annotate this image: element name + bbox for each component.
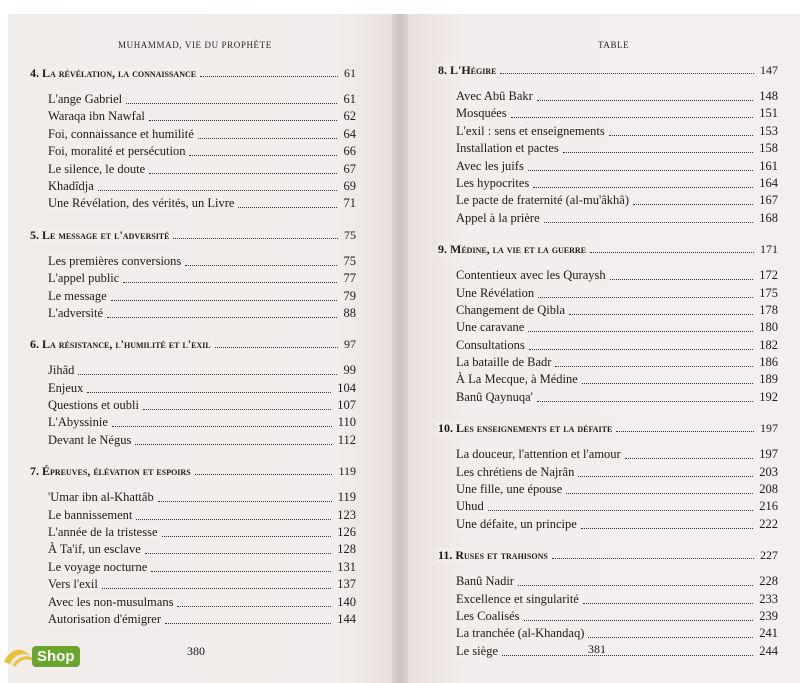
entry-title: Les hypocrites: [456, 175, 530, 190]
entry-title: Le message: [48, 288, 107, 303]
chapter-gap: [30, 323, 356, 337]
entry-page-number: 197: [759, 447, 778, 462]
entry-page-number: 180: [759, 320, 778, 335]
entry-title: Consultations: [456, 337, 525, 352]
entry-page-number: 192: [759, 389, 778, 404]
dot-leader: [566, 492, 753, 494]
entry-title: Le bannissement: [48, 507, 133, 522]
dot-leader: [518, 584, 753, 586]
entry-page-number: 161: [759, 158, 778, 173]
chapter-number: 6.: [30, 337, 39, 352]
entry-title: Avec les juifs: [456, 158, 524, 173]
dot-leader: [569, 313, 753, 315]
toc-entry: [438, 372, 778, 389]
toc-entry: [30, 433, 356, 450]
dot-leader: [173, 237, 338, 239]
entry-page-number: 107: [337, 398, 356, 413]
chapter-number: 10.: [438, 421, 453, 436]
dot-leader: [552, 557, 754, 559]
entry-title: L'année de la tristesse: [48, 525, 158, 540]
chapter-row: [30, 464, 356, 486]
toc-entry: [30, 381, 356, 398]
entry-title: L'ange Gabriel: [48, 92, 123, 106]
toc-entry: [438, 644, 778, 661]
toc-entry: [438, 482, 778, 499]
chapter-number: 7.: [30, 464, 39, 479]
entry-title: 'Umar ibn al-Khattâb: [48, 490, 154, 505]
dot-leader: [162, 535, 331, 537]
entry-page-number: 126: [337, 525, 356, 540]
toc-entry: [30, 179, 356, 196]
entry-title: Changement de Qibla: [456, 302, 565, 317]
toc-entry: [438, 447, 778, 464]
toc-entry: [30, 595, 356, 612]
dot-leader: [502, 654, 753, 656]
chapter-number: 8.: [438, 63, 447, 77]
chapter-row: [438, 242, 778, 264]
entry-page-number: 239: [759, 608, 778, 623]
chapter-title: La révélation, la connaissance: [42, 66, 197, 80]
entry-title: Le pacte de fraternité (al-mu'âkhâ): [456, 193, 629, 208]
toc-entry: [438, 626, 778, 643]
dot-leader: [185, 264, 337, 266]
chapter-number: 4.: [30, 66, 39, 80]
entry-title: Enjeux: [48, 380, 84, 395]
chapter-page-number: 227: [760, 548, 778, 563]
toc-entry: [438, 106, 778, 123]
entry-title: La tranchée (al-Khandaq): [456, 626, 585, 641]
entry-page-number: 131: [337, 559, 356, 574]
entry-title: Les Coalisés: [456, 608, 520, 623]
toc-left: [30, 66, 356, 629]
toc-entry: [30, 289, 356, 306]
chapter-gap: [438, 534, 778, 548]
dot-leader: [555, 365, 753, 367]
chapter-number: 9.: [438, 242, 447, 257]
dot-leader: [609, 134, 753, 136]
dot-leader: [177, 605, 331, 607]
entry-title: L'appel public: [48, 271, 120, 286]
dot-leader: [583, 602, 753, 604]
chapter-row: [438, 548, 778, 570]
toc-entry: [438, 320, 778, 337]
entry-page-number: 67: [343, 161, 356, 176]
folio-left: 380: [187, 644, 205, 658]
chapter-row: [30, 337, 356, 359]
entry-title: Autorisation d'émigrer: [48, 611, 161, 626]
chapter-gap: [438, 228, 778, 242]
toc-entry: [30, 542, 356, 559]
dot-leader: [145, 552, 331, 554]
dot-leader: [533, 186, 753, 188]
entry-page-number: 216: [759, 499, 778, 514]
entry-title: À Ta'if, un esclave: [48, 542, 141, 557]
dot-leader: [524, 619, 753, 621]
toc-entry: [30, 127, 356, 144]
chapter-page-number: 171: [760, 242, 778, 257]
running-head-right: TABLE: [598, 40, 630, 50]
dot-leader: [488, 509, 753, 511]
entry-title: Contentieux avec les Quraysh: [456, 268, 606, 283]
toc-entry: [438, 338, 778, 355]
entry-page-number: 79: [343, 288, 356, 303]
entry-title: Foi, connaissance et humilité: [48, 126, 194, 141]
dot-leader: [578, 475, 753, 477]
toc-entry: [30, 196, 356, 213]
toc-entry: [438, 517, 778, 534]
entry-page-number: 123: [337, 507, 356, 522]
entry-title: Mosquées: [456, 106, 507, 121]
entry-page-number: 178: [759, 302, 778, 317]
entry-page-number: 75: [343, 253, 356, 268]
entry-page-number: 66: [343, 144, 356, 159]
dot-leader: [528, 169, 753, 171]
toc-entry: [30, 525, 356, 542]
toc-entry: [438, 592, 778, 609]
dot-leader: [165, 622, 331, 624]
dot-leader: [537, 400, 753, 402]
dot-leader: [135, 443, 332, 445]
entry-page-number: 128: [337, 542, 356, 557]
dot-leader: [511, 116, 753, 118]
entry-title: Une fille, une épouse: [456, 482, 563, 497]
dot-leader: [200, 75, 338, 77]
entry-page-number: 69: [343, 178, 356, 193]
dot-leader: [538, 296, 753, 298]
entry-title: Les chrétiens de Najrân: [456, 464, 575, 479]
entry-page-number: 151: [759, 106, 778, 121]
chapter-number: 11.: [438, 548, 453, 563]
dot-leader: [537, 99, 753, 101]
entry-title: Le silence, le doute: [48, 161, 146, 176]
chapter-gap: [30, 214, 356, 228]
dot-leader: [78, 373, 337, 375]
dot-leader: [529, 348, 753, 350]
dot-leader: [112, 425, 332, 427]
chapter-title: Médine, la vie et la guerre: [450, 242, 587, 257]
entry-page-number: 172: [759, 268, 778, 283]
toc-entry: [30, 508, 356, 525]
dot-leader: [195, 473, 332, 475]
dot-leader: [149, 119, 337, 121]
folio-right: 381: [588, 642, 606, 656]
dot-leader: [111, 299, 337, 301]
toc-entry: [30, 612, 356, 629]
dot-leader: [123, 281, 337, 283]
chapter-page-number: 61: [344, 66, 356, 80]
entry-page-number: 140: [337, 594, 356, 609]
entry-page-number: 153: [759, 123, 778, 138]
chapter-row: [30, 66, 356, 88]
toc-entry: [30, 363, 356, 380]
dot-leader: [610, 278, 753, 280]
entry-title: Une défaite, un principe: [456, 516, 577, 531]
chapter-heading: [30, 228, 171, 243]
entry-page-number: 182: [759, 337, 778, 352]
dot-leader: [590, 251, 754, 253]
chapter-page-number: 197: [760, 421, 778, 436]
entry-page-number: 62: [343, 109, 356, 124]
dot-leader: [633, 203, 753, 205]
chapter-page-number: 75: [344, 227, 356, 242]
chapter-heading: [438, 421, 614, 436]
entry-title: Une Révélation: [456, 285, 535, 300]
entry-page-number: 71: [343, 196, 356, 211]
entry-title: Une caravane: [456, 320, 525, 335]
entry-title: La douceur, l'attention et l'amour: [456, 447, 621, 462]
entry-title: Questions et oubli: [48, 398, 139, 413]
chapter-gap: [438, 407, 778, 421]
entry-page-number: 186: [759, 355, 778, 370]
chapter-heading: [30, 337, 213, 352]
toc-entry: [30, 162, 356, 179]
chapter-heading: [30, 464, 193, 479]
toc-entry: [438, 141, 778, 158]
dot-leader: [102, 587, 331, 589]
entry-title: Banû Nadir: [456, 574, 514, 589]
entry-page-number: 112: [337, 432, 356, 447]
entry-page-number: 168: [759, 210, 778, 225]
dot-leader: [98, 189, 337, 191]
book-gutter: [392, 14, 408, 683]
entry-title: L'exil : sens et enseignements: [456, 123, 605, 138]
toc-entry: [438, 465, 778, 482]
dot-leader: [149, 172, 337, 174]
chapter-row: [30, 228, 356, 250]
chapter-number: 5.: [30, 227, 39, 242]
dot-leader: [588, 636, 753, 638]
chapter-row: [438, 63, 778, 85]
entry-page-number: 137: [337, 577, 356, 592]
entry-page-number: 99: [343, 363, 356, 378]
toc-entry: [30, 415, 356, 432]
toc-entry: [438, 159, 778, 176]
entry-page-number: 148: [759, 89, 778, 103]
dot-leader: [582, 382, 753, 384]
dot-leader: [151, 570, 331, 572]
toc-entry: [30, 306, 356, 323]
entry-page-number: 244: [759, 643, 778, 658]
toc-entry: [438, 303, 778, 320]
chapter-title: La résistance, l'humilité et l'exil: [42, 337, 211, 352]
entry-page-number: 241: [759, 626, 778, 641]
entry-title: Excellence et singularité: [456, 591, 579, 606]
entry-title: L'Abyssinie: [48, 415, 108, 430]
toc-entry: [30, 560, 356, 577]
toc-entry: [30, 577, 356, 594]
entry-page-number: 61: [343, 92, 356, 106]
entry-title: Vers l'exil: [48, 577, 98, 592]
dot-leader: [136, 518, 331, 520]
dot-leader: [126, 102, 337, 104]
entry-title: Khadîdja: [48, 178, 94, 193]
entry-page-number: 189: [759, 372, 778, 387]
chapter-page-number: 147: [760, 63, 778, 77]
chapter-heading: [438, 548, 550, 563]
toc-entry: [438, 268, 778, 285]
dot-leader: [215, 346, 338, 348]
entry-page-number: 233: [759, 591, 778, 606]
dot-leader: [189, 154, 337, 156]
entry-title: Uhud: [456, 499, 484, 514]
toc-entry: [30, 144, 356, 161]
toc-entry: [30, 254, 356, 271]
entry-title: Banû Qaynuqa': [456, 389, 533, 404]
entry-title: Le voyage nocturne: [48, 559, 148, 574]
entry-title: Avec les non-musulmans: [48, 594, 174, 609]
toc-entry: [438, 574, 778, 591]
entry-page-number: 64: [343, 126, 356, 141]
dot-leader: [107, 316, 337, 318]
entry-page-number: 88: [343, 305, 356, 320]
dot-leader: [158, 500, 332, 502]
toc-entry: [438, 176, 778, 193]
entry-title: Les premières conversions: [48, 253, 182, 268]
chapter-page-number: 97: [344, 337, 356, 352]
dot-leader: [198, 137, 337, 139]
toc-entry: [438, 286, 778, 303]
dot-leader: [581, 527, 753, 529]
entry-title: Installation et pactes: [456, 141, 559, 156]
entry-page-number: 104: [337, 380, 356, 395]
entry-page-number: 175: [759, 285, 778, 300]
entry-title: Avec Abû Bakr: [456, 89, 533, 103]
chapter-title: Épreuves, élévation et espoirs: [42, 464, 191, 479]
toc-entry: [438, 609, 778, 626]
entry-title: Une Révélation, des vérités, un Livre: [48, 196, 235, 211]
dot-leader: [563, 151, 753, 153]
running-head-left: MUHAMMAD, VIE DU PROPHÈTE: [118, 40, 272, 50]
entry-title: Le siège: [456, 643, 498, 658]
toc-entry: [30, 109, 356, 126]
toc-entry: [30, 92, 356, 109]
chapter-heading: [438, 242, 588, 257]
toc-entry: [438, 193, 778, 210]
toc-entry: [30, 271, 356, 288]
entry-title: Appel à la prière: [456, 210, 540, 225]
chapter-page-number: 119: [338, 464, 356, 479]
toc-entry: [438, 211, 778, 228]
dot-leader: [143, 408, 331, 410]
entry-page-number: 144: [337, 611, 356, 626]
entry-title: À La Mecque, à Médine: [456, 372, 578, 387]
shop-logo: [0, 640, 110, 674]
chapter-title: Ruses et trahisons: [455, 548, 548, 563]
dot-leader: [528, 330, 753, 332]
entry-page-number: 77: [343, 271, 356, 286]
toc-entry: [30, 490, 356, 507]
toc-right: [438, 63, 778, 661]
chapter-title: L'Hégire: [450, 63, 497, 77]
entry-page-number: 119: [337, 490, 356, 505]
entry-title: L'adversité: [48, 305, 104, 320]
shop-logo-text: Shop: [32, 646, 80, 667]
toc-entry: [30, 398, 356, 415]
entry-title: La bataille de Badr: [456, 355, 552, 370]
entry-page-number: 203: [759, 464, 778, 479]
entry-title: Foi, moralité et persécution: [48, 144, 186, 159]
toc-entry: [438, 499, 778, 516]
entry-page-number: 222: [759, 516, 778, 531]
chapter-heading: [30, 66, 198, 81]
entry-page-number: 208: [759, 482, 778, 497]
dot-leader: [625, 457, 753, 459]
dot-leader: [544, 221, 753, 223]
dot-leader: [87, 391, 331, 393]
chapter-title: Le message et l'adversité: [42, 227, 170, 242]
toc-entry: [438, 124, 778, 141]
dot-leader: [500, 72, 754, 74]
dot-leader: [238, 206, 337, 208]
entry-page-number: 158: [759, 141, 778, 156]
entry-title: Jihâd: [48, 363, 75, 378]
chapter-title: Les enseignements et la défaite: [456, 421, 613, 436]
entry-page-number: 164: [759, 175, 778, 190]
chapter-row: [438, 421, 778, 443]
entry-title: Devant le Négus: [48, 432, 132, 447]
entry-title: Waraqa ibn Nawfal: [48, 109, 145, 124]
entry-page-number: 110: [337, 415, 356, 430]
entry-page-number: 228: [759, 574, 778, 589]
chapter-gap: [30, 450, 356, 464]
toc-entry: [438, 355, 778, 372]
entry-page-number: 167: [759, 193, 778, 208]
toc-entry: [438, 89, 778, 106]
chapter-heading: [438, 63, 498, 78]
dot-leader: [616, 430, 754, 432]
toc-entry: [438, 390, 778, 407]
